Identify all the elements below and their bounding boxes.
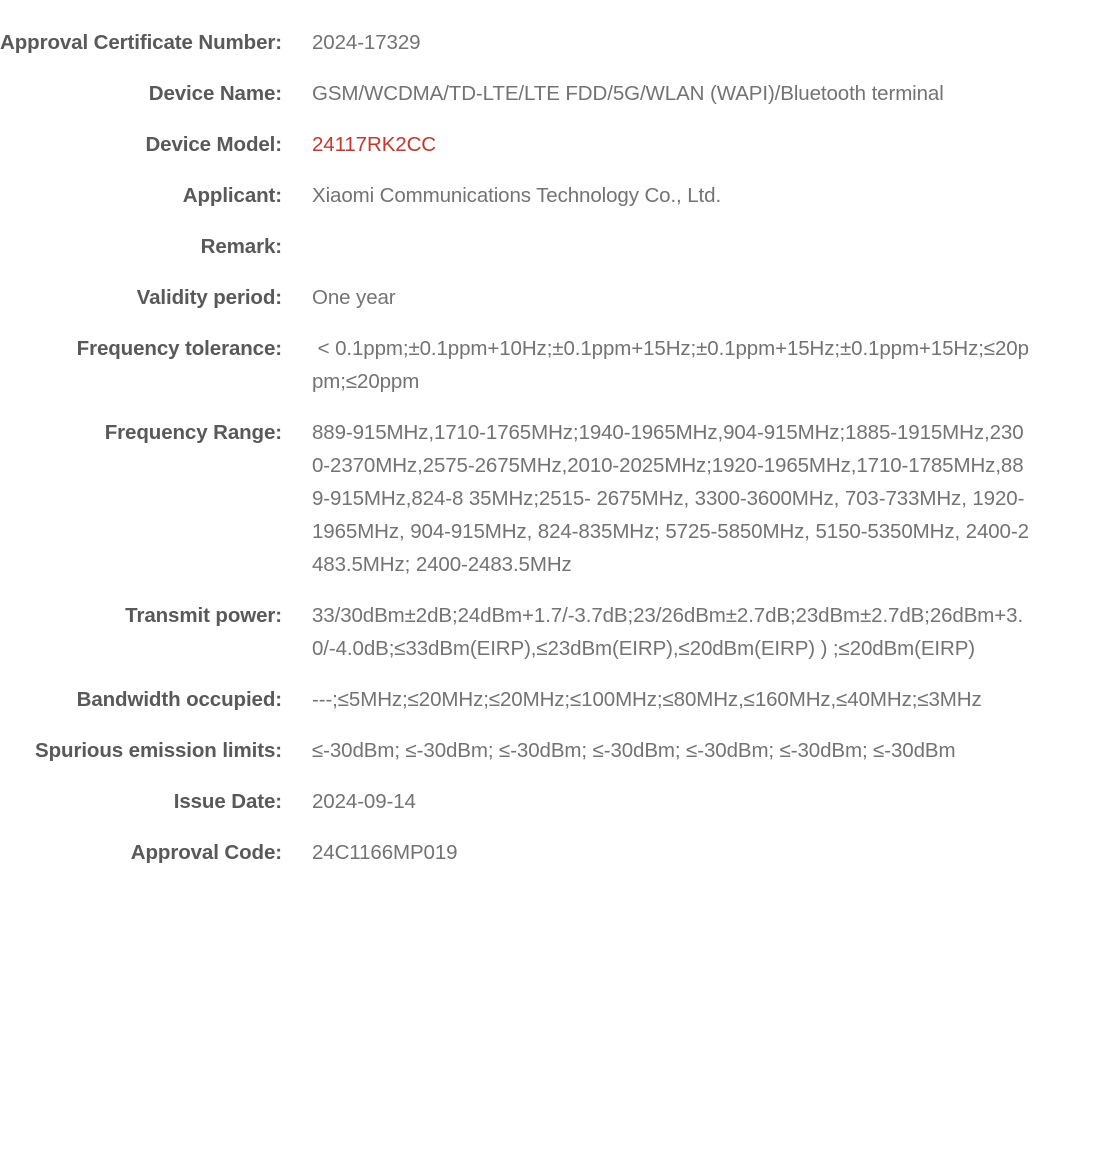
cert-row-bandwidth-occupied [0,683,1096,716]
cert-row-spurious-emission-limits [0,734,1096,767]
cert-label-approval-certificate-number: Approval Certificate Number: [0,31,282,54]
cert-label-validity-period: Validity period: [136,286,282,309]
cert-label-applicant: Applicant: [182,184,282,207]
cert-row-frequency-tolerance [0,332,1096,398]
cert-row-device-model [0,128,1096,161]
cert-label-device-model: Device Model: [145,133,282,156]
cert-row-issue-date [0,785,1096,818]
cert-row-approval-certificate-number [0,26,1096,59]
cert-label-bandwidth-occupied: Bandwidth occupied: [76,688,282,711]
cert-value-transmit-power: 33/30dBm±2dB;24dBm+1.7/-3.7dB;23/26dBm±2.7dB;23dBm±2.7dB;26dBm+3.0/-4.0dB;≤33dBm(EIRP),≤23dBm(EIRP),≤20dBm(EIRP) ) ;≤20dBm(EIRP) [312,604,1024,660]
cert-value-device-model: 24117RK2CC [312,133,436,156]
cert-label-frequency-tolerance: Frequency tolerance: [76,337,282,360]
cert-label-transmit-power: Transmit power: [125,604,282,627]
cert-row-device-name [0,77,1096,110]
cert-value-approval-certificate-number: 2024-17329 [312,31,421,54]
cert-value-device-name: GSM/WCDMA/TD-LTE/LTE FDD/5G/WLAN (WAPI)/Bluetooth terminal [312,82,944,105]
cert-label-remark: Remark: [200,235,282,258]
cert-label-approval-code: Approval Code: [130,841,282,864]
cert-row-frequency-range [0,416,1096,581]
cert-label-spurious-emission-limits: Spurious emission limits: [35,739,282,762]
cert-row-validity-period [0,281,1096,314]
cert-row-applicant [0,179,1096,212]
cert-value-frequency-range: 889-915MHz,1710-1765MHz;1940-1965MHz,904-915MHz;1885-1915MHz,2300-2370MHz,2575-2675MHz,2010-2025MHz;1920-1965MHz,1710-1785MHz,889-915MHz,824-8 35MHz;2515- 2675MHz, 3300-3600MHz, 703-733MHz, 1920-1965MHz, 904-915MHz, 824-835MHz; 5725-5850MHz, 5150-5350MHz, 2400-2483.5MHz; 2400-2483.5MHz [312,421,1029,576]
cert-row-approval-code [0,836,1096,869]
cert-label-device-name: Device Name: [148,82,282,105]
cert-value-frequency-tolerance: < 0.1ppm;±0.1ppm+10Hz;±0.1ppm+15Hz;±0.1ppm+15Hz;±0.1ppm+15Hz;≤20ppm;≤20ppm [312,337,1029,393]
cert-value-validity-period: One year [312,286,396,309]
cert-value-bandwidth-occupied: ---;≤5MHz;≤20MHz;≤20MHz;≤100MHz;≤80MHz,≤160MHz,≤40MHz;≤3MHz [312,688,982,711]
cert-value-spurious-emission-limits: ≤-30dBm; ≤-30dBm; ≤-30dBm; ≤-30dBm; ≤-30dBm; ≤-30dBm; ≤-30dBm [312,739,956,762]
cert-value-remark [282,230,1096,263]
cert-row-transmit-power [0,599,1096,665]
cert-value-approval-code: 24C1166MP019 [312,841,458,864]
cert-value-issue-date: 2024-09-14 [312,790,416,813]
cert-row-remark [0,230,1096,263]
cert-label-frequency-range: Frequency Range: [104,421,282,444]
cert-value-applicant: Xiaomi Communications Technology Co., Ltd. [312,184,722,207]
cert-label-issue-date: Issue Date: [173,790,282,813]
